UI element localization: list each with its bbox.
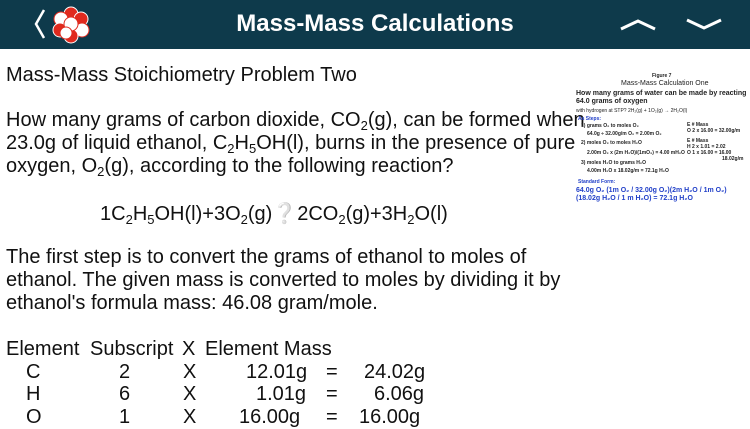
figure-side-table: H 2 x 1.01 = 2.02 [687, 144, 726, 150]
figure-step-calc: 4.00m H₂O x 18.02g/m = 72.1g H₂O [587, 168, 669, 174]
figure-question: How many grams of water can be made by reacting 64.0 grams of oxygen [576, 90, 747, 105]
figure-question-2: with hydrogen at STP? 2H₂(g) + 1O₂(g) → 2H₂O(l) [576, 108, 688, 114]
chevron-down-icon[interactable] [684, 12, 724, 36]
figure-steps-label: As Steps: [578, 116, 602, 122]
figure-mass-mass-calculation[interactable] [573, 70, 750, 240]
figure-step: 2) moles O₂ to moles H₂O [581, 140, 642, 146]
figure-step-calc: 2.00m O₂ x (2m H₂O)/(1mO₂) = 4.00 mH₂O [587, 150, 685, 156]
figure-step-calc: 64.0g ÷ 32.00g/m O₂ = 2.00m O₂ [587, 131, 662, 137]
header-bar [0, 0, 750, 49]
figure-side-table: 18.02g/m [722, 156, 744, 162]
figure-side-table: O 1 x 16.00 = 16.00 [687, 150, 732, 156]
figure-side-table: E # Mass [687, 138, 709, 144]
figure-side-table: O 2 x 16.00 = 32.00g/m [687, 128, 741, 134]
figure-step: 1) grams O₂ to moles O₂ [581, 123, 639, 129]
figure-standard-calc: 64.0g O₂ (1m O₂ / 32.00g O₂)(2m H₂O / 1m O₂)(18.02g H₂O / 1 m H₂O) = 72.1g H₂O [576, 187, 727, 202]
chevron-up-icon[interactable] [618, 12, 658, 36]
explanation-text: The first step is to convert the grams of ethanol to moles of ethanol. The given mass is converted to moles by dividing it by ethanol's formula mass: 46.08 gram/mole. [6, 246, 561, 314]
problem-title: Mass-Mass Stoichiometry Problem Two [6, 64, 357, 86]
figure-title: Mass-Mass Calculation One [621, 80, 709, 87]
figure-label: Figure 7 [652, 73, 672, 79]
figure-side-table: E # Mass [687, 122, 709, 128]
page-title: Mass-Mass Calculations [236, 10, 514, 37]
figure-step: 3) moles H₂O to grams H₂O [581, 160, 647, 166]
figure-standard-label: Standard Form: [578, 179, 616, 185]
question-text: How many grams of carbon dioxide, $CO_2(g)$, can be formed when 23.0g of liquid ethanol, $C_2H_5OH(l)$, burns in the presence of pure oxygen, $O_2(g)$, according to the following reaction? [6, 109, 585, 179]
reaction-equation: $1C_2H_5OH(l)+3O_2(g)❔2CO_2(g)+3H_2O(l)$ [100, 203, 448, 227]
